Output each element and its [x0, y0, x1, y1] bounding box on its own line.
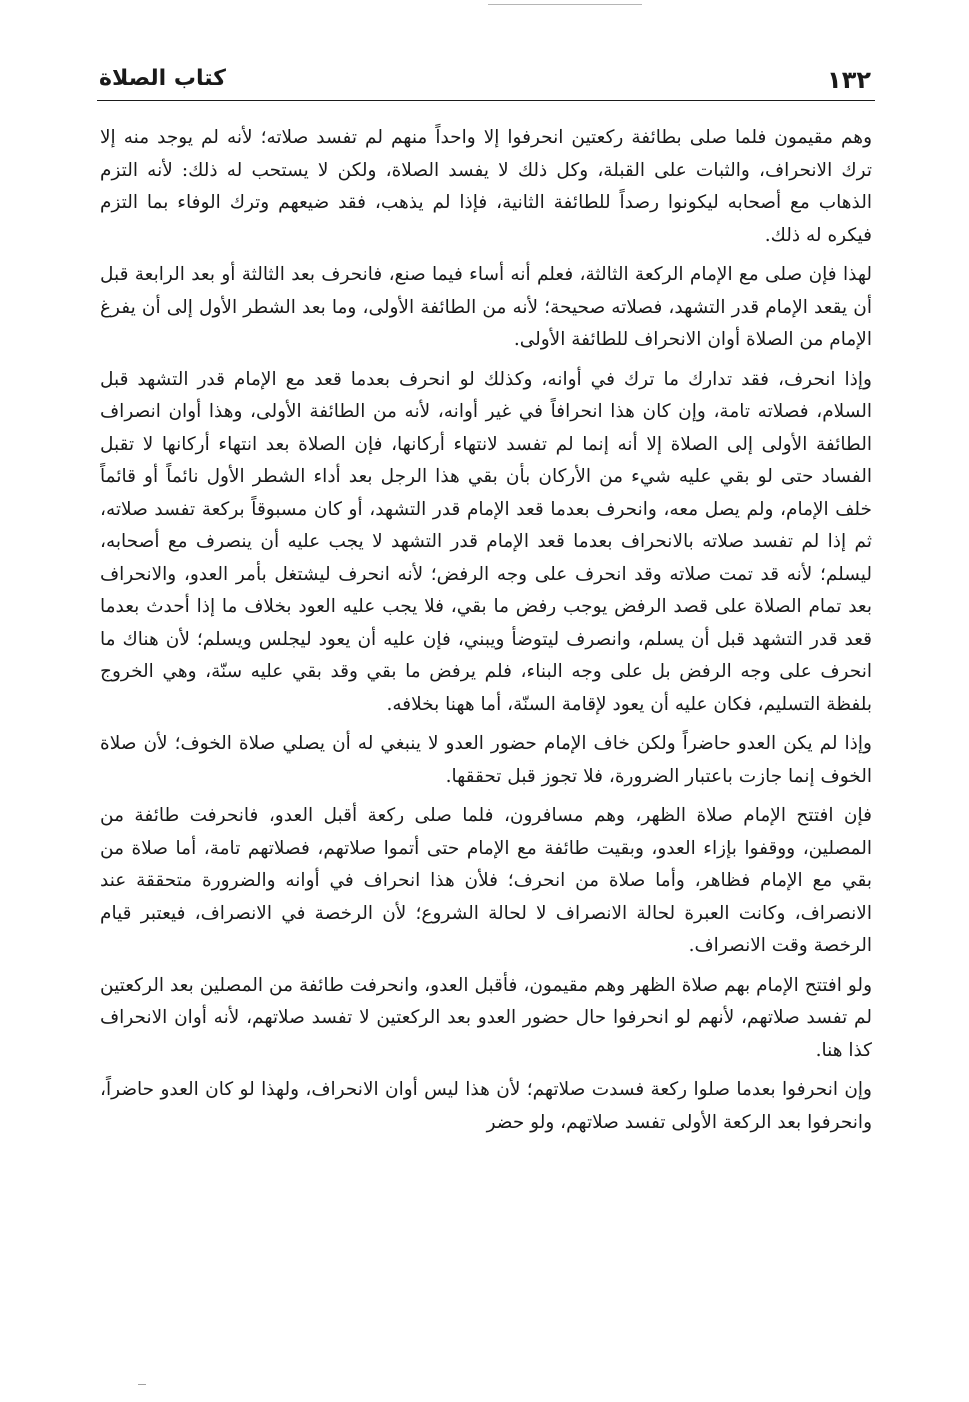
running-title: كتاب الصلاة — [99, 66, 226, 91]
paragraph: ولو افتتح الإمام بهم صلاة الظهر وهم مقيمون، فأقبل العدو، وانحرفت طائفة من المصلين بعد الركعتين لم تفسد صلاتهم، لأنهم لو انحرفوا حال حضور العدو بعد الركعتين لا تفسد صلاتهم، لأنه أوان الانحراف كذا هنا. — [100, 974, 872, 1061]
page-header — [97, 64, 875, 101]
paragraph: وإن انحرفوا بعدما صلوا ركعة فسدت صلاتهم؛ لأن هذا ليس أوان الانحراف، ولهذا لو كان العدو حاضراً، وانحرفوا بعد الركعة الأولى تفسد صلاتهم، ولو حضر — [100, 1079, 872, 1133]
page-number: ١٣٢ — [827, 66, 871, 94]
footer-mark — [138, 1384, 146, 1385]
paragraph: وإذا انحرف، فقد تدارك ما ترك في أوانه، وكذلك لو انحرف بعدما قعد مع الإمام قدر التشهد قبل السلام، فصلاته تامة، وإن كان هذا انحرافاً في غير أوانه، لأنه من الطائفة الأولى، وهذا أوان انصراف الطائفة الأولى إلى الصلاة إلا أنه إنما لم تفسد لانتهاء أركانها، فإن الصلاة بعد انتهاء أركانها لا تقبل الفساد حتى لو بقي عليه شيء من الأركان بأن بقي هذا الرجل بعد أداء الشطر الأول نائماً أو قائماً خلف الإمام، ولم يصل معه، وانحرف بعدما قعد الإمام قدر التشهد، أو كان مسبوقاً بركعة تفسد صلاته، ثم إذا لم تفسد صلاته بالانحراف بعدما قعد الإمام قدر التشهد لا يجب عليه أن ينصرف مع أصحابه، ليسلم؛ لأنه قد تمت صلاته وقد انحرف على وجه الرفض؛ لأنه انحرف ليشتغل بأمر العدو، والانحراف بعد تمام الصلاة على قصد الرفض يوجب رفض ما بقي، فلا يجب عليه العود بخلاف ما إذا أحدث بعدما قعد قدر التشهد قبل أن يسلم، وانصرف ليتوضأ ويبني، فإن عليه أن يعود ليجلس ويسلم؛ لأن هناك ما انحرف على وجه الرفض بل على وجه البناء، فلم يرفض ما بقي وقد بقي عليه سنّة، وهي الخروج بلفظة التسليم، فكان عليه أن يعود لإقامة السنّة، أما ههنا بخلافه. — [100, 368, 872, 715]
paragraph: لهذا فإن صلى مع الإمام الركعة الثالثة، فعلم أنه أساء فيما صنع، فانحرف بعد الثالثة أو بعد الرابعة قبل أن يقعد الإمام قدر التشهد، فصلاته صحيحة؛ لأنه من الطائفة الأولى، وما بعد الشطر الأول إلى أن يفرغ الإمام من الصلاة أوان الانحراف للطائفة الأولى. — [100, 264, 872, 350]
paragraph: فإن افتتح الإمام صلاة الظهر، وهم مسافرون، فلما صلى ركعة أقبل العدو، فانحرفت طائفة من المصلين، ووقفوا بإزاء العدو، وبقيت طائفة مع الإمام حتى أتموا صلاتهم، فصلاتهم تامة، أما صلاة من بقي مع الإمام فظاهر، وأما صلاة من انحرف؛ فلأن هذا انحراف في أوانه والضرورة متحققة عند الانصراف، وكانت العبرة لحالة الانصراف لا لحالة الشروع؛ لأن الرخصة في الانصراف، فيعتبر قيام الرخصة وقت الانصراف. — [100, 805, 872, 956]
paragraph: وهم مقيمون فلما صلى بطائفة ركعتين انحرفوا إلا واحداً منهم لم تفسد صلاته؛ لأنه لم يوجد منه إلا ترك الانحراف، والثبات على القبلة، وكل ذلك لا يفسد الصلاة، ولكن لا يستحب له ذلك: لأنه التزم الذهاب مع أصحابه ليكونوا رصداً للطائفة الثانية، فإذا لم يذهب، فقد ضيعهم وترك الوفاء بما التزم فيكره له ذلك. — [100, 127, 872, 246]
paragraph: وإذا لم يكن العدو حاضراً ولكن خاف الإمام حضور العدو لا ينبغي له أن يصلي صلاة الخوف؛ لأن صلاة الخوف إنما جازت باعتبار الضرورة، فلا تجوز قبل تحققها. — [100, 733, 872, 787]
top-rule — [488, 4, 642, 5]
body-text — [100, 122, 872, 1382]
